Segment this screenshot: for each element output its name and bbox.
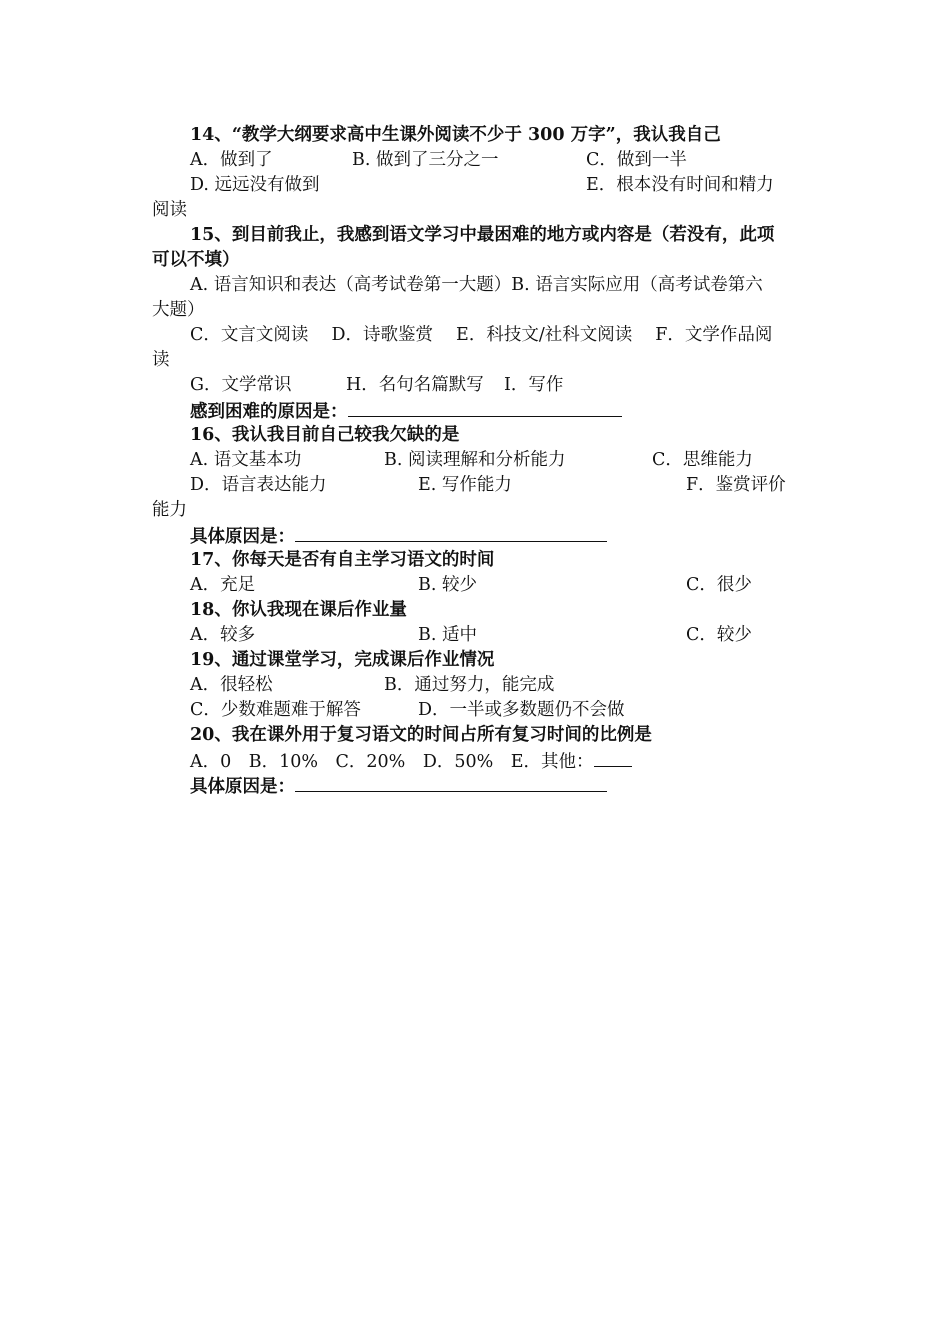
q20-reason-blank[interactable] <box>295 773 607 792</box>
q18-option-a: A．较多 <box>190 625 256 645</box>
question-16-title: 16、我认我目前自己较我欠缺的是 <box>190 425 460 445</box>
q14-option-b: B. 做到了三分之一 <box>352 150 499 170</box>
q14-option-c: C．做到一半 <box>586 150 687 170</box>
q16-option-a: A. 语文基本功 <box>190 450 302 470</box>
q15-reason-row <box>152 398 802 423</box>
q15-options-ab-line2: 大题） <box>152 300 205 320</box>
q15-option-g: G．文学常识 <box>190 375 292 395</box>
q15-options-cdef-line1: C．文言文阅读 D．诗歌鉴赏 E．科技文/社科文阅读 F．文学作品阅 <box>190 325 773 345</box>
q15-options-ab-line1: A. 语言知识和表达（高考试卷第一大题）B. 语言实际应用（高考试卷第六 <box>190 275 763 295</box>
q19-option-c: C．少数难题难于解答 <box>190 700 361 720</box>
q14-option-e-continuation: 阅读 <box>152 200 187 220</box>
q16-reason-blank[interactable] <box>295 523 607 542</box>
question-18-options <box>152 623 802 648</box>
q16-reason-label: 具体原因是： <box>190 527 295 547</box>
q14-option-a: A．做到了 <box>190 150 273 170</box>
q17-option-b: B. 较少 <box>418 575 477 595</box>
question-18-title: 18、你认我现在课后作业量 <box>190 600 407 620</box>
q16-option-f-continuation: 能力 <box>152 500 187 520</box>
q17-option-a: A．充足 <box>190 575 256 595</box>
q16-option-d: D．语言表达能力 <box>190 475 327 495</box>
q15-option-h: H．名句名篇默写 <box>346 375 484 395</box>
question-14-title: 14、“教学大纲要求高中生课外阅读不少于 300 万字”，我认我自己 <box>190 125 721 145</box>
question-19-title: 19、通过课堂学习，完成课后作业情况 <box>190 650 495 670</box>
question-14-options-row1 <box>152 148 802 173</box>
questionnaire-body <box>152 123 802 798</box>
q15-reason-label: 感到困难的原因是： <box>190 402 348 422</box>
question-16-options-row1 <box>152 448 802 473</box>
q16-option-f: F．鉴赏评价 <box>686 475 786 495</box>
q20-reason-label: 具体原因是： <box>190 777 295 797</box>
q17-option-c: C．很少 <box>686 575 752 595</box>
q15-options-ghi <box>152 373 802 398</box>
q19-option-a: A．很轻松 <box>190 675 273 695</box>
question-17-options <box>152 573 802 598</box>
q20-reason-row <box>152 773 802 798</box>
q15-reason-blank[interactable] <box>348 398 622 417</box>
q20-other-blank[interactable] <box>594 748 632 767</box>
q19-option-b: B．通过努力，能完成 <box>384 675 555 695</box>
question-19-options-row1 <box>152 673 802 698</box>
question-17-title: 17、你每天是否有自主学习语文的时间 <box>190 550 495 570</box>
question-20-title: 20、我在课外用于复习语文的时间占所有复习时间的比例是 <box>190 725 652 745</box>
q20-options: A．0 B．10% C．20% D．50% E．其他： <box>190 752 594 772</box>
q18-option-c: C．较少 <box>686 625 752 645</box>
q20-options-row <box>152 748 802 773</box>
question-14-options-row2 <box>152 173 802 198</box>
q16-reason-row <box>152 523 802 548</box>
q14-option-e: E．根本没有时间和精力 <box>586 175 774 195</box>
q18-option-b: B. 适中 <box>418 625 477 645</box>
q19-option-d: D．一半或多数题仍不会做 <box>418 700 625 720</box>
question-16-options-row2 <box>152 473 802 498</box>
question-15-title-line1: 15、到目前我止，我感到语文学习中最困难的地方或内容是（若没有，此项 <box>190 225 775 245</box>
q16-option-c: C．思维能力 <box>652 450 753 470</box>
q16-option-b: B. 阅读理解和分析能力 <box>384 450 566 470</box>
q15-options-cdef-line2: 读 <box>152 350 170 370</box>
question-19-options-row2 <box>152 698 802 723</box>
q14-option-d: D. 远远没有做到 <box>190 175 320 195</box>
q16-option-e: E. 写作能力 <box>418 475 512 495</box>
question-15-title-line2: 可以不填） <box>152 250 240 270</box>
q15-option-i: I．写作 <box>504 375 564 395</box>
